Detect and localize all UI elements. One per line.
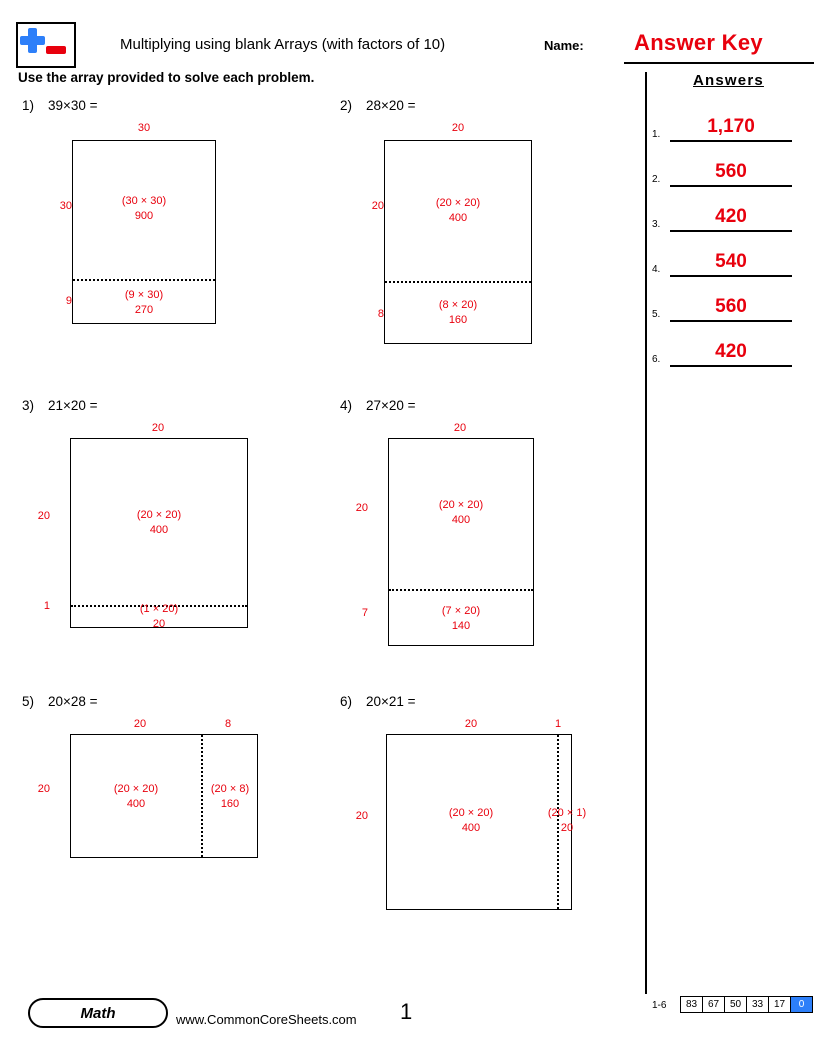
cell-partial-product <box>449 806 493 836</box>
cell-partial-product <box>114 782 158 812</box>
answer-number: 1. <box>652 129 661 140</box>
answers-title: Answers <box>693 72 764 89</box>
site-url: www.CommonCoreSheets.com <box>176 1012 357 1027</box>
left-label: 20 <box>371 200 384 212</box>
score-cell: 67 <box>703 997 725 1013</box>
answer-number: 4. <box>652 264 661 275</box>
answer-key-label: Answer Key <box>634 30 763 55</box>
answer-number: 6. <box>652 354 661 365</box>
cell-partial-product <box>439 498 483 528</box>
problem-3 <box>22 398 322 648</box>
cell-product: 20 <box>560 822 574 834</box>
subject-badge <box>28 998 168 1028</box>
page-header <box>16 22 800 66</box>
left-label: 9 <box>65 295 72 307</box>
answer-line <box>670 140 792 142</box>
problem-expression: 21×20 = <box>48 398 98 413</box>
answer-value: 560 <box>715 161 747 182</box>
cell-product: 270 <box>134 304 154 316</box>
answer-value: 420 <box>715 206 747 227</box>
score-cell-selected: 0 <box>791 997 813 1013</box>
array-split-horizontal <box>385 281 531 283</box>
problem-expression: 20×21 = <box>366 694 416 709</box>
problem-number: 1) <box>22 98 35 113</box>
cell-partial-product <box>548 806 586 836</box>
left-label: 8 <box>377 308 384 320</box>
instructions-text: Use the array provided to solve each problem. <box>18 70 315 85</box>
problem-expression: 39×30 = <box>48 98 98 113</box>
answer-number: 5. <box>652 309 661 320</box>
top-label: 30 <box>137 122 151 134</box>
cell-formula: (8 × 20) <box>438 299 478 312</box>
answer-value: 1,170 <box>707 116 755 137</box>
top-label: 20 <box>464 718 478 730</box>
cell-formula: (20 × 20) <box>438 499 484 512</box>
cell-product: 400 <box>149 524 169 536</box>
array-box <box>386 734 587 910</box>
problem-4 <box>340 398 640 648</box>
cell-partial-product <box>211 782 249 812</box>
cell-formula: (20 × 1) <box>547 807 587 820</box>
problem-6 <box>340 694 640 924</box>
array-split-horizontal <box>389 589 533 591</box>
answer-value: 560 <box>715 296 747 317</box>
array-box <box>70 734 258 858</box>
vertical-divider <box>645 72 647 994</box>
answer-row <box>652 237 792 277</box>
cell-product: 160 <box>448 314 468 326</box>
name-label: Name: <box>544 38 584 53</box>
cell-partial-product <box>125 288 163 318</box>
answer-line <box>670 365 792 367</box>
answer-value: 420 <box>715 341 747 362</box>
array-box <box>70 438 248 628</box>
cell-partial-product <box>122 194 166 224</box>
cell-formula: (20 × 20) <box>435 197 481 210</box>
score-range-label: 1-6 <box>652 1000 667 1011</box>
cell-formula: (20 × 20) <box>136 509 182 522</box>
left-label: 20 <box>355 810 368 822</box>
logo-icon <box>16 22 78 68</box>
problem-expression: 27×20 = <box>366 398 416 413</box>
score-cell: 33 <box>747 997 769 1013</box>
problem-number: 3) <box>22 398 35 413</box>
array-split-vertical <box>201 735 203 857</box>
top-label: 1 <box>554 718 562 730</box>
top-label: 20 <box>133 718 147 730</box>
cell-product: 400 <box>448 212 468 224</box>
problem-2 <box>340 98 640 348</box>
cell-formula: (20 × 20) <box>448 807 494 820</box>
array-box <box>388 438 534 646</box>
cell-product: 20 <box>152 618 166 630</box>
left-label: 30 <box>59 200 72 212</box>
answer-row <box>652 327 792 367</box>
problem-expression: 20×28 = <box>48 694 98 709</box>
problem-number: 6) <box>340 694 353 709</box>
score-table <box>680 996 813 1013</box>
cell-product: 900 <box>134 210 154 222</box>
array-box <box>72 140 216 324</box>
answer-line <box>670 275 792 277</box>
left-label: 20 <box>355 502 368 514</box>
left-label: 20 <box>37 510 50 522</box>
cell-partial-product <box>439 298 477 328</box>
answer-row <box>652 102 792 142</box>
answer-row <box>652 147 792 187</box>
cell-formula: (9 × 30) <box>124 289 164 302</box>
cell-formula: (7 × 20) <box>441 605 481 618</box>
cell-formula: (1 × 20) <box>139 603 179 616</box>
answer-line <box>670 185 792 187</box>
answer-number: 2. <box>652 174 661 185</box>
subject-label: Math <box>80 1005 116 1022</box>
top-label: 20 <box>151 422 165 434</box>
answer-row <box>652 282 792 322</box>
answer-line <box>670 230 792 232</box>
problem-expression: 28×20 = <box>366 98 416 113</box>
problem-number: 4) <box>340 398 353 413</box>
problem-number: 2) <box>340 98 353 113</box>
page-title: Multiplying using blank Arrays (with factors of 10) <box>120 36 446 53</box>
answer-number: 3. <box>652 219 661 230</box>
cell-product: 140 <box>451 620 471 632</box>
array-box <box>384 140 532 344</box>
name-rule <box>624 62 814 64</box>
cell-formula: (20 × 8) <box>210 783 250 796</box>
array-split-horizontal <box>73 279 215 281</box>
page-number: 1 <box>400 999 413 1024</box>
top-label: 20 <box>451 122 465 134</box>
answer-line <box>670 320 792 322</box>
top-label: 8 <box>224 718 232 730</box>
score-cell: 50 <box>725 997 747 1013</box>
problem-number: 5) <box>22 694 35 709</box>
cell-partial-product <box>137 508 181 538</box>
cell-formula: (20 × 20) <box>113 783 159 796</box>
problem-5 <box>22 694 322 884</box>
top-label: 20 <box>453 422 467 434</box>
score-table-row <box>681 997 813 1013</box>
left-label: 7 <box>361 607 368 619</box>
score-cell: 17 <box>769 997 791 1013</box>
answer-value: 540 <box>715 251 747 272</box>
cell-product: 160 <box>220 798 240 810</box>
answer-row <box>652 192 792 232</box>
score-cell: 83 <box>681 997 703 1013</box>
cell-product: 400 <box>461 822 481 834</box>
cell-partial-product <box>140 602 178 632</box>
cell-formula: (30 × 30) <box>121 195 167 208</box>
cell-product: 400 <box>126 798 146 810</box>
cell-partial-product <box>436 196 480 226</box>
problem-1 <box>22 98 322 338</box>
left-label: 20 <box>37 783 50 795</box>
left-label: 1 <box>43 600 50 612</box>
cell-partial-product <box>442 604 480 634</box>
cell-product: 400 <box>451 514 471 526</box>
